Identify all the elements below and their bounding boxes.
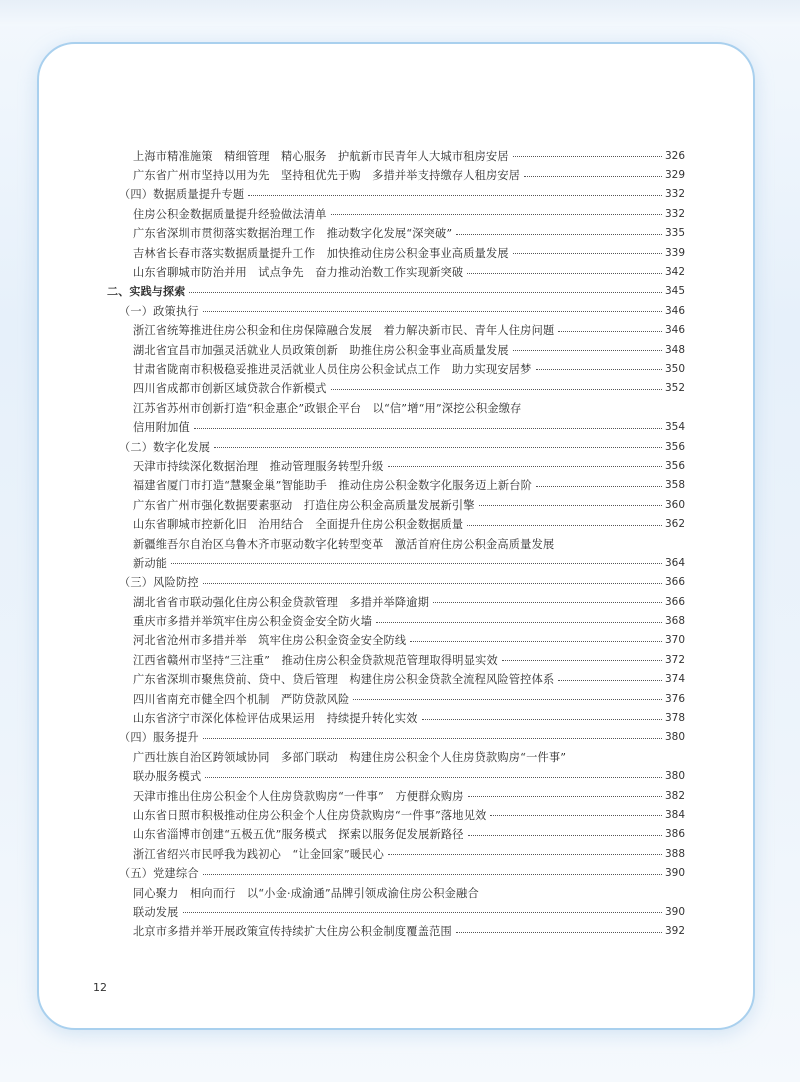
toc-entry[interactable] bbox=[107, 146, 685, 165]
dot-leader bbox=[433, 602, 662, 603]
toc-entry[interactable] bbox=[107, 417, 685, 436]
dot-leader bbox=[194, 428, 662, 429]
dot-leader bbox=[558, 680, 662, 681]
toc-entry-page: 386 bbox=[665, 828, 686, 841]
toc-entry-page: 332 bbox=[665, 207, 686, 220]
toc-entry-page: 346 bbox=[665, 304, 686, 317]
toc-entry-page: 378 bbox=[665, 712, 686, 725]
dot-leader bbox=[468, 835, 662, 836]
toc-entry-title: 联动发展 bbox=[133, 905, 179, 919]
toc-entry[interactable] bbox=[107, 224, 685, 243]
toc-part-heading[interactable] bbox=[107, 282, 685, 301]
dot-leader bbox=[183, 912, 662, 913]
dot-leader bbox=[456, 932, 662, 933]
toc-entry[interactable] bbox=[107, 340, 685, 359]
toc-entry[interactable] bbox=[107, 379, 685, 398]
toc-entry-title: 江西省赣州市坚持“三注重” 推动住房公积金贷款规范管理取得明显实效 bbox=[133, 653, 498, 667]
toc-entry-page: 339 bbox=[665, 246, 686, 259]
top-shade bbox=[0, 0, 800, 26]
toc-entry-title: 住房公积金数据质量提升经验做法清单 bbox=[133, 207, 327, 221]
toc-entry-page: 392 bbox=[665, 925, 686, 938]
toc-entry[interactable] bbox=[107, 747, 685, 766]
toc-entry-title: 广东省深圳市贯彻落实数据治理工作 推动数字化发展“深突破” bbox=[133, 227, 453, 241]
toc-section-heading[interactable] bbox=[107, 728, 685, 747]
toc-entry-title: （四）服务提升 bbox=[119, 731, 199, 745]
toc-entry-page: 342 bbox=[665, 266, 686, 279]
toc-entry-page: 384 bbox=[665, 808, 686, 821]
toc-entry[interactable] bbox=[107, 165, 685, 184]
toc-entry[interactable] bbox=[107, 476, 685, 495]
dot-leader bbox=[524, 176, 662, 177]
toc-entry-page: 390 bbox=[665, 867, 686, 880]
toc-entry[interactable] bbox=[107, 844, 685, 863]
toc-section-heading[interactable] bbox=[107, 437, 685, 456]
toc-entry-page: 358 bbox=[665, 479, 686, 492]
toc-entry-title: 河北省沧州市多措并举 筑牢住房公积金资金安全防线 bbox=[133, 634, 407, 648]
dot-leader bbox=[502, 660, 662, 661]
toc-entry-page: 368 bbox=[665, 615, 686, 628]
dot-leader bbox=[536, 486, 662, 487]
toc-section-heading[interactable] bbox=[107, 863, 685, 882]
toc-entry[interactable] bbox=[107, 631, 685, 650]
toc-entry-title: 上海市精准施策 精细管理 精心服务 护航新市民青年人大城市租房安居 bbox=[133, 149, 509, 163]
toc-entry-page: 348 bbox=[665, 343, 686, 356]
dot-leader bbox=[205, 777, 662, 778]
dot-leader bbox=[513, 156, 662, 157]
dot-leader bbox=[513, 350, 662, 351]
dot-leader bbox=[203, 583, 662, 584]
toc-entry[interactable] bbox=[107, 592, 685, 611]
toc-entry-page: 354 bbox=[665, 421, 686, 434]
toc-entry-title: 山东省聊城市控新化旧 治用结合 全面提升住房公积金数据质量 bbox=[133, 518, 464, 532]
toc-entry-title: （四）数据质量提升专题 bbox=[119, 188, 245, 202]
dot-leader bbox=[203, 311, 662, 312]
toc-entry[interactable] bbox=[107, 514, 685, 533]
toc-entry-page: 364 bbox=[665, 556, 686, 569]
toc-entry[interactable] bbox=[107, 902, 685, 921]
dot-leader bbox=[171, 563, 662, 564]
toc-entry-title: 二、实践与探索 bbox=[107, 285, 186, 299]
toc-entry-title: （五）党建综合 bbox=[119, 867, 199, 881]
toc-entry[interactable] bbox=[107, 883, 685, 902]
toc-entry-title: 广东省深圳市聚焦贷前、贷中、贷后管理 构建住房公积金贷款全流程风险管控体系 bbox=[133, 673, 555, 687]
toc-entry-title: 山东省淄博市创建“五极五优”服务模式 探索以服务促发展新路径 bbox=[133, 828, 464, 842]
toc-entry-title: 山东省济宁市深化体检评估成果运用 持续提升转化实效 bbox=[133, 712, 418, 726]
toc-entry-title: 广西壮族自治区跨领域协同 多部门联动 构建住房公积金个人住房贷款购房“一件事” bbox=[133, 750, 567, 764]
toc-section-heading[interactable] bbox=[107, 573, 685, 592]
dot-leader bbox=[353, 699, 662, 700]
dot-leader bbox=[456, 234, 662, 235]
toc-entry[interactable] bbox=[107, 243, 685, 262]
dot-leader bbox=[388, 466, 662, 467]
toc-entry-title: 新疆维吾尔自治区乌鲁木齐市驱动数字化转型变革 激活首府住房公积金高质量发展 bbox=[133, 537, 555, 551]
dot-leader bbox=[410, 641, 662, 642]
toc-entry-title: 重庆市多措并举筑牢住房公积金资金安全防火墙 bbox=[133, 615, 373, 629]
dot-leader bbox=[513, 253, 662, 254]
toc-entry[interactable] bbox=[107, 398, 685, 417]
toc-entry-title: 广东省广州市强化数据要素驱动 打造住房公积金高质量发展新引擎 bbox=[133, 498, 475, 512]
toc-entry-page: 372 bbox=[665, 653, 686, 666]
toc-entry-page: 380 bbox=[665, 770, 686, 783]
table-of-contents bbox=[107, 146, 685, 941]
toc-entry-page: 376 bbox=[665, 692, 686, 705]
toc-entry[interactable] bbox=[107, 708, 685, 727]
toc-entry-title: 山东省日照市积极推动住房公积金个人住房贷款购房“一件事”落地见效 bbox=[133, 808, 487, 822]
toc-entry-title: 湖北省宜昌市加强灵活就业人员政策创新 助推住房公积金事业高质量发展 bbox=[133, 343, 509, 357]
dot-leader bbox=[214, 447, 662, 448]
toc-entry[interactable] bbox=[107, 786, 685, 805]
toc-entry-page: 366 bbox=[665, 576, 686, 589]
toc-entry[interactable] bbox=[107, 204, 685, 223]
toc-entry-title: 吉林省长春市落实数据质量提升工作 加快推动住房公积金事业高质量发展 bbox=[133, 246, 509, 260]
dot-leader bbox=[388, 854, 662, 855]
dot-leader bbox=[467, 525, 662, 526]
dot-leader bbox=[203, 738, 662, 739]
toc-entry-page: 390 bbox=[665, 905, 686, 918]
toc-entry-title: 天津市推出住房公积金个人住房贷款购房“一件事” 方便群众购房 bbox=[133, 789, 464, 803]
toc-entry-title: 新动能 bbox=[133, 556, 168, 570]
toc-entry-page: 356 bbox=[665, 440, 686, 453]
toc-entry[interactable] bbox=[107, 262, 685, 281]
toc-entry[interactable] bbox=[107, 689, 685, 708]
dot-leader bbox=[203, 874, 662, 875]
toc-entry-page: 346 bbox=[665, 324, 686, 337]
toc-entry-page: 352 bbox=[665, 382, 686, 395]
toc-entry-title: 浙江省统筹推进住房公积金和住房保障融合发展 着力解决新市民、青年人住房问题 bbox=[133, 324, 555, 338]
toc-entry[interactable] bbox=[107, 534, 685, 553]
dot-leader bbox=[490, 815, 662, 816]
dot-leader bbox=[331, 214, 662, 215]
toc-entry[interactable] bbox=[107, 359, 685, 378]
toc-entry[interactable] bbox=[107, 767, 685, 786]
toc-entry[interactable] bbox=[107, 553, 685, 572]
toc-entry-page: 326 bbox=[665, 149, 686, 162]
toc-entry[interactable] bbox=[107, 805, 685, 824]
toc-entry-page: 360 bbox=[665, 498, 686, 511]
toc-entry-title: 信用附加值 bbox=[133, 421, 190, 435]
toc-entry-page: 345 bbox=[665, 285, 686, 298]
toc-entry-title: 同心聚力 相向而行 以“小金·成渝通”品牌引领成渝住房公积金融合 bbox=[133, 886, 479, 900]
toc-entry-title: 广东省广州市坚持以用为先 坚持租优先于购 多措并举支持缴存人租房安居 bbox=[133, 169, 521, 183]
toc-section-heading[interactable] bbox=[107, 301, 685, 320]
toc-entry[interactable] bbox=[107, 611, 685, 630]
toc-entry[interactable] bbox=[107, 670, 685, 689]
toc-entry-page: 332 bbox=[665, 188, 686, 201]
toc-entry-page: 382 bbox=[665, 789, 686, 802]
toc-entry-title: 甘肃省陇南市积极稳妥推进灵活就业人员住房公积金试点工作 助力实现安居梦 bbox=[133, 362, 532, 376]
page-number: 12 bbox=[93, 981, 107, 994]
toc-entry-title: 湖北省省市联动强化住房公积金贷款管理 多措并举降逾期 bbox=[133, 595, 430, 609]
toc-entry[interactable] bbox=[107, 495, 685, 514]
toc-entry[interactable] bbox=[107, 825, 685, 844]
dot-leader bbox=[331, 389, 662, 390]
toc-entry[interactable] bbox=[107, 321, 685, 340]
toc-section-heading[interactable] bbox=[107, 185, 685, 204]
toc-entry-page: 329 bbox=[665, 169, 686, 182]
toc-entry[interactable] bbox=[107, 650, 685, 669]
toc-entry-title: 四川省南充市健全四个机制 严防贷款风险 bbox=[133, 692, 350, 706]
toc-entry-title: （二）数字化发展 bbox=[119, 440, 211, 454]
toc-entry-page: 374 bbox=[665, 673, 686, 686]
toc-entry-title: 北京市多措并举开展政策宣传持续扩大住房公积金制度覆盖范围 bbox=[133, 925, 452, 939]
toc-entry-title: （一）政策执行 bbox=[119, 304, 199, 318]
toc-entry-title: 联办服务模式 bbox=[133, 770, 202, 784]
toc-entry-title: （三）风险防控 bbox=[119, 576, 199, 590]
toc-entry-page: 380 bbox=[665, 731, 686, 744]
toc-entry[interactable] bbox=[107, 922, 685, 941]
dot-leader bbox=[467, 273, 662, 274]
dot-leader bbox=[248, 195, 662, 196]
toc-entry-page: 362 bbox=[665, 518, 686, 531]
toc-entry-title: 山东省聊城市防治并用 试点争先 奋力推动治数工作实现新突破 bbox=[133, 266, 464, 280]
dot-leader bbox=[479, 505, 662, 506]
toc-entry-title: 四川省成都市创新区域贷款合作新模式 bbox=[133, 382, 327, 396]
dot-leader bbox=[422, 719, 662, 720]
toc-entry-page: 356 bbox=[665, 459, 686, 472]
dot-leader bbox=[468, 796, 662, 797]
toc-entry-page: 335 bbox=[665, 227, 686, 240]
toc-entry-page: 370 bbox=[665, 634, 686, 647]
toc-entry-page: 366 bbox=[665, 595, 686, 608]
dot-leader bbox=[558, 331, 662, 332]
dot-leader bbox=[189, 292, 662, 293]
toc-entry-title: 福建省厦门市打造“慧聚金巢”智能助手 推动住房公积金数字化服务迈上新台阶 bbox=[133, 479, 533, 493]
toc-entry-page: 388 bbox=[665, 847, 686, 860]
toc-entry-title: 浙江省绍兴市民呼我为践初心 “让金回家”暖民心 bbox=[133, 847, 384, 861]
dot-leader bbox=[536, 369, 662, 370]
toc-entry-page: 350 bbox=[665, 362, 686, 375]
toc-entry-title: 天津市持续深化数据治理 推动管理服务转型升级 bbox=[133, 459, 384, 473]
dot-leader bbox=[376, 622, 662, 623]
toc-entry-title: 江苏省苏州市创新打造“积金惠企”政银企平台 以“信”增“用”深挖公积金缴存 bbox=[133, 401, 522, 415]
toc-entry[interactable] bbox=[107, 456, 685, 475]
